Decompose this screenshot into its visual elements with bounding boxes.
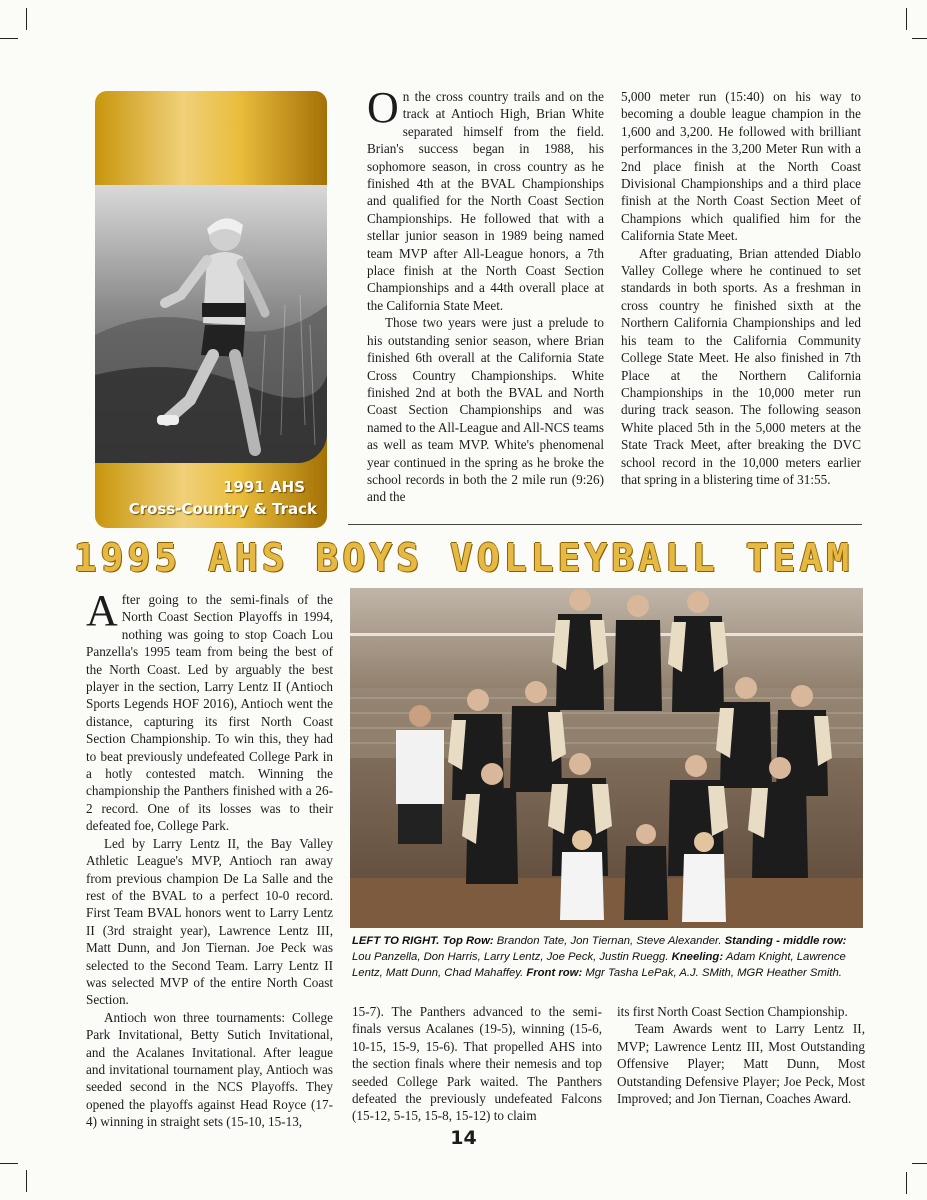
crop-mark (906, 8, 907, 30)
section-divider (348, 524, 862, 525)
volleyball-paragraph-2: Led by Larry Lentz II, the Bay Valley Athletic League's MVP, Antioch ran away from previous champion De La Salle and the rest of the BVAL to a perfect 10-0 record. First Team BVAL honors went to Larry Lentz II (3rd straight year), Lawrence Lentz III, Matt Dunn, and Jon Tiernan. Joe Peck was selected to the Second Team. Larry Lentz II was selected MVP of the entire North Coast Section. (86, 835, 333, 1008)
brian-article-col2 (621, 88, 861, 488)
brian-article-col1 (367, 83, 604, 506)
caption-top-label: Top Row: (442, 935, 494, 947)
crop-mark (912, 1163, 927, 1164)
profile-card (95, 91, 327, 528)
volleyball-paragraph-3-cont: 15-7). The Panthers advanced to the semi-finals versus Acalanes (19-5), winning (15-6, 10-15, 15-9, 15-6). That propelled AHS into the section finals where their nemesis and top seeded College Park waited. The Panthers defeated the previously undefeated Falcons (15-12, 5-15, 15-8, 15-12) to claim (352, 1004, 602, 1124)
runner-photo (95, 185, 327, 463)
caption-top-names: Brandon Tate, Jon Tiernan, Steve Alexander. (493, 935, 725, 947)
volleyball-paragraph-3: Antioch won three tournaments: College Park Invitational, Betty Sutich Invitational, and the Acalanes Invitational. After league and invitational tournament play, Antioch was seeded second in the NCS Playoffs. They opened the playoffs against Head Royce (17-4) winning in straight sets (15-10, 15-13, (86, 1009, 333, 1130)
brian-paragraph-2: Those two years were just a prelude to his outstanding senior season, where Brian finished 6th overall at the California State Cross Country Championships. White finished 2nd at both the BVAL and North Coast Section Championships and was named to the All-League and All-NCS teams as well as team MVP. White's phenomenal year continued in the spring as he broke the school records in both the 2 mile run (9:26) and the (367, 315, 604, 505)
volleyball-article-col1 (86, 586, 333, 1131)
profile-caption-year: 1991 AHS (223, 478, 305, 496)
team-photo (350, 588, 863, 928)
caption-front-label: Front row: (526, 967, 583, 979)
caption-standing-names: Lou Panzella, Don Harris, Larry Lentz, Joe Peck, Justin Ruegg. (352, 951, 672, 963)
crop-mark (0, 1163, 18, 1164)
volleyball-article-col3 (617, 1003, 865, 1107)
team-photo-caption (352, 933, 867, 981)
page-number: 14 (450, 1127, 477, 1149)
brian-paragraph-2-cont: 5,000 meter run (15:40) on his way to becoming a double league champion in the 1,600 and 3,200. He followed with brilliant performances in the 3,200 Meter Run with a 2nd place finish at the North Coast Divisional Championships and a third place finish at the North Coast Section Meet of Champions which qualified him for the California State Meet. (621, 89, 861, 244)
dropcap-a: A (86, 586, 118, 635)
crop-mark (26, 1170, 27, 1192)
volleyball-article-col2 (352, 1003, 602, 1125)
volleyball-paragraph-4: Team Awards went to Larry Lentz II, MVP; Lawrence Lentz III, Most Outstanding Offensive Player; Matt Dunn, Most Outstanding Defensive Player; Joe Peck, Most Improved; and Jon Tiernan, Coaches Award. (617, 1021, 865, 1107)
team-title: 1995 AHS BOYS VOLLEYBALL TEAM (73, 536, 854, 580)
caption-lead: LEFT TO RIGHT. (352, 935, 440, 947)
profile-caption-sport: Cross-Country & Track (128, 500, 317, 518)
volleyball-paragraph-1: fter going to the semi-finals of the North Coast Section Playoffs in 1994, nothing was going to stop Coach Lou Panzella's 1995 team from being the best of the North Coast. Led by arguably the best player in the section, Larry Lentz II (Antioch Sports Legends HOF 2016), Antioch went the distance, capturing its first North Coast Section Championship. To win this, they had to beat previously undefeated College Park in a hotly contested match. Winning the championship the Panthers finished with a 26-2 record. One of its losses was to their defeated foe, College Park. (86, 592, 333, 834)
crop-mark (0, 38, 18, 39)
volleyball-paragraph-3-cont2: its first North Coast Section Championship. (617, 1004, 848, 1019)
crop-mark (906, 1172, 907, 1194)
brian-paragraph-1: n the cross country trails and on the track at Antioch High, Brian White separated himself from the field. Brian's success began in 1988, his sophomore season, in cross country as he finished 4th at the BVAL Championships and qualified for the North Coast Section Championships. He followed that with a stellar junior season in 1989 being named team MVP after All-League honors, a 7th place finish at the North Coast Section Championships and a 44th overall place at the California State Meet. (367, 89, 604, 313)
caption-front-names: Mgr Tasha LePak, A.J. SMith, MGR Heather Smith. (582, 967, 842, 979)
caption-standing-label: Standing - middle row: (724, 935, 847, 947)
crop-mark (26, 8, 27, 30)
brian-paragraph-3: After graduating, Brian attended Diablo Valley College where he continued to set standards in both sports. As a freshman in cross country he finished sixth at the Northern California Championships and led his team to the California Community College State Meet. He also finished in 7th Place at the Northern California Championships in the 10,000 meter run during track season. The following season White placed 5th in the 5,000 meters at the State Track Meet, after breaking the DVC school record in the 10,000 meters earlier that spring in a blistering time of 31:55. (621, 245, 861, 487)
caption-kneeling-names: Adam Knight, Lawrence Lentz, Matt Dunn, Chad Mahaffey. (352, 951, 846, 979)
caption-kneeling-label: Kneeling: (671, 951, 724, 963)
crop-mark (912, 38, 927, 39)
dropcap-o: O (367, 83, 399, 132)
